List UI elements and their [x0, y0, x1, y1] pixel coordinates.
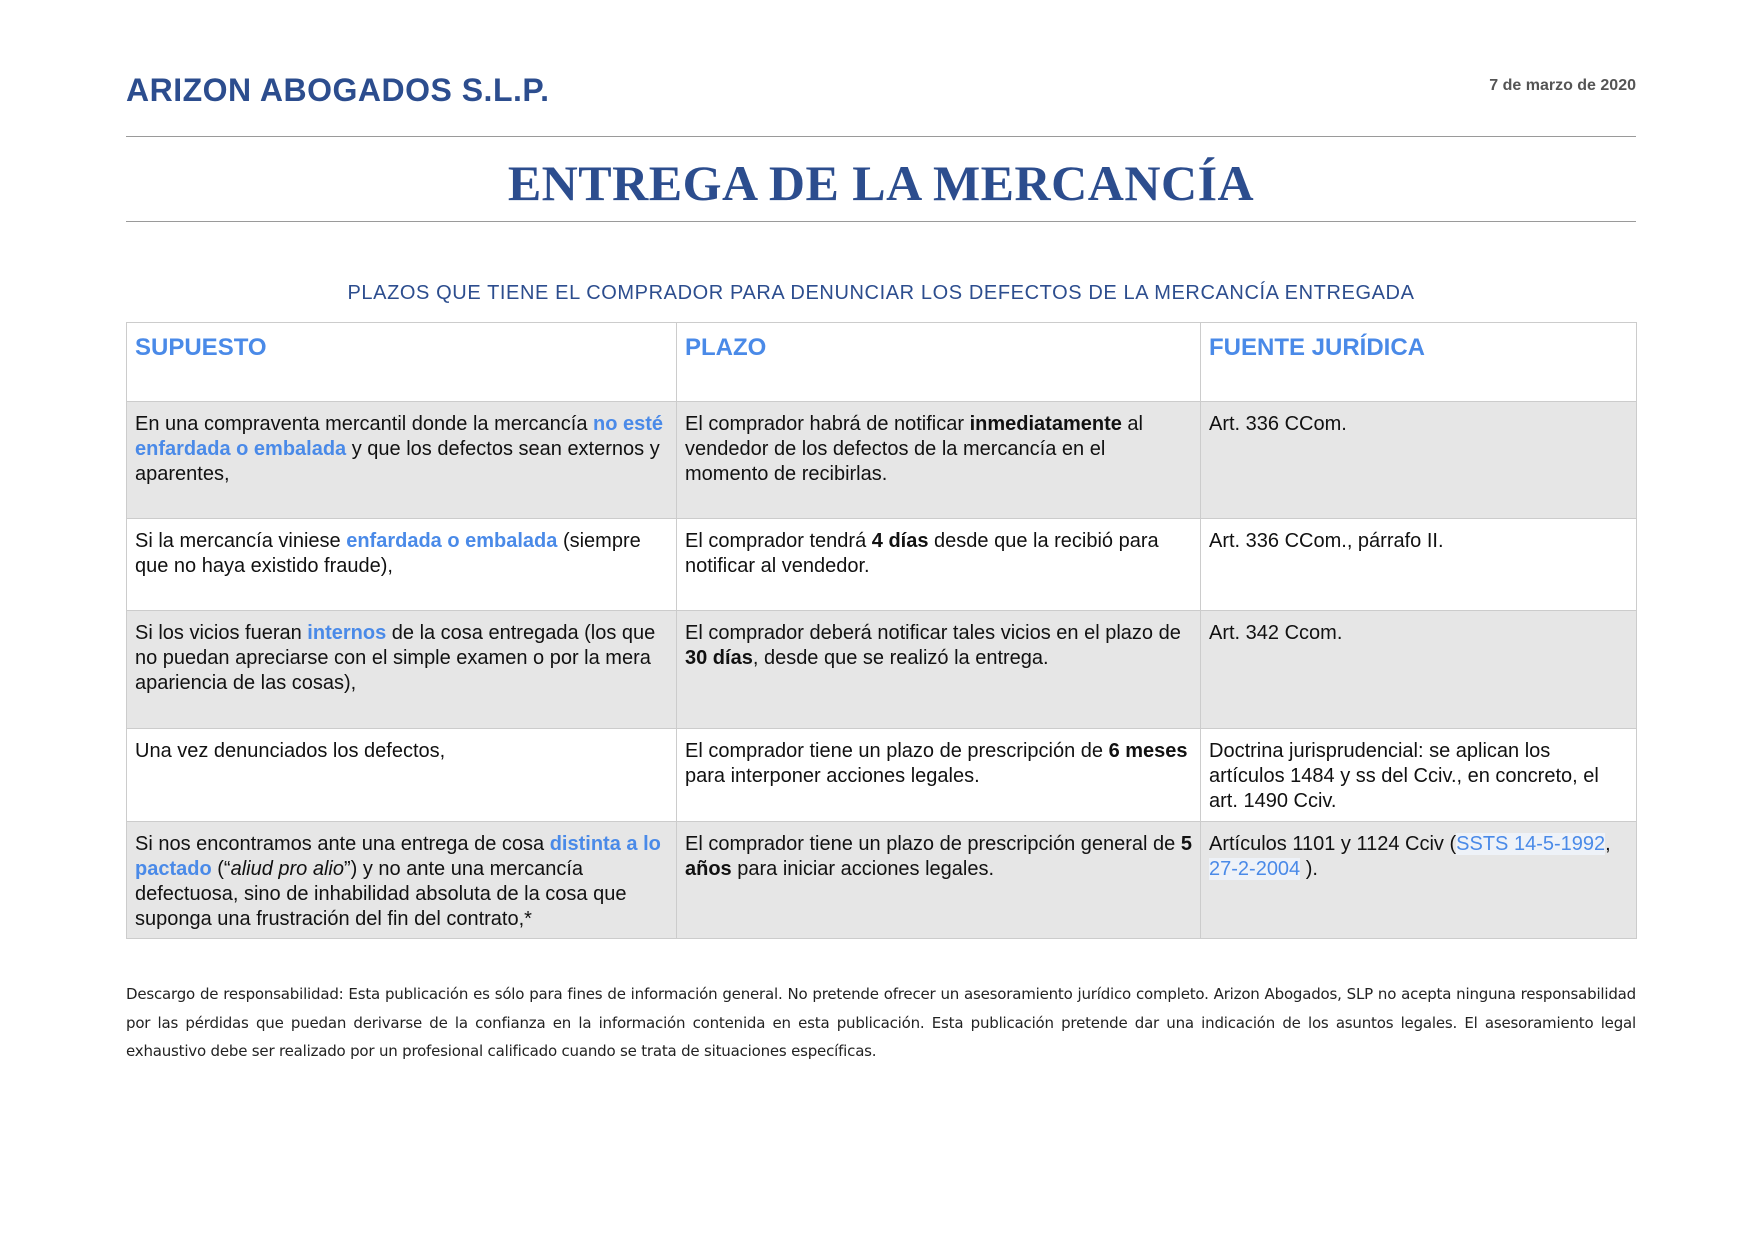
table-row [127, 611, 1637, 729]
table-row [127, 519, 1637, 611]
cell-fuente: Art. 342 Ccom. [1201, 611, 1637, 729]
cell-supuesto: Si los vicios fueran internos de la cosa entregada (los que no puedan apreciarse con el simple examen o por la mera apariencia de las cosas), [127, 611, 677, 729]
deadlines-table [126, 322, 1637, 939]
cell-fuente: Art. 336 CCom., párrafo II. [1201, 519, 1637, 611]
cell-supuesto: Si la mercancía viniese enfardada o embalada (siempre que no haya existido fraude), [127, 519, 677, 611]
table-row [127, 729, 1637, 822]
header-divider-bottom [126, 221, 1636, 222]
cell-plazo: El comprador deberá notificar tales vicios en el plazo de 30 días, desde que se realizó la entrega. [677, 611, 1201, 729]
document-title: ENTREGA DE LA MERCANCÍA [507, 155, 1255, 211]
document-date: 7 de marzo de 2020 [1489, 77, 1636, 94]
ssts-link[interactable]: SSTS 14-5-1992 [1456, 833, 1606, 855]
header-supuesto: SUPUESTO [127, 323, 677, 402]
cell-fuente: Art. 336 CCom. [1201, 402, 1637, 519]
header-fuente-juridica: FUENTE JURÍDICA [1201, 323, 1637, 402]
cell-plazo: El comprador tiene un plazo de prescripción general de 5 años para iniciar acciones legales. [677, 822, 1201, 939]
table-row [127, 402, 1637, 519]
cell-supuesto: Una vez denunciados los defectos, [127, 729, 677, 822]
table-subtitle: PLAZOS QUE TIENE EL COMPRADOR PARA DENUNCIAR LOS DEFECTOS DE LA MERCANCÍA ENTREGADA [347, 282, 1415, 304]
cell-supuesto: Si nos encontramos ante una entrega de cosa distinta a lo pactado (“aliud pro alio”) y no ante una mercancía defectuosa, sino de inhabilidad absoluta de la cosa que suponga una frustración del fin del contrato,* [127, 822, 677, 939]
table-row [127, 822, 1637, 939]
sentencia-link[interactable]: 27-2-2004 [1209, 858, 1301, 880]
cell-supuesto: En una compraventa mercantil donde la mercancía no esté enfardada o embalada y que los defectos sean externos y aparentes, [127, 402, 677, 519]
cell-plazo: El comprador tiene un plazo de prescripción de 6 meses para interponer acciones legales. [677, 729, 1201, 822]
firm-name: ARIZON ABOGADOS S.L.P. [126, 72, 550, 108]
cell-fuente: Doctrina jurisprudencial: se aplican los artículos 1484 y ss del Cciv., en concreto, el art. 1490 Cciv. [1201, 729, 1637, 822]
cell-fuente: Artículos 1101 y 1124 Cciv (SSTS 14-5-1992, 27-2-2004 ). [1201, 822, 1637, 939]
disclaimer: Descargo de responsabilidad: Esta publicación es sólo para fines de información general. No pretende ofrecer un asesoramiento jurídico completo. Arizon Abogados, SLP no acepta ninguna responsabilidad por las pérdidas que puedan derivarse de la confianza en la información contenida en esta publicación. Esta publicación pretende dar una indicación de los asuntos legales. El asesoramiento legal exhaustivo debe ser realizado por un profesional calificado cuando se trata de situaciones específicas. [126, 985, 1636, 1060]
cell-plazo: El comprador habrá de notificar inmediatamente al vendedor de los defectos de la mercancía en el momento de recibirlas. [677, 402, 1201, 519]
cell-plazo: El comprador tendrá 4 días desde que la recibió para notificar al vendedor. [677, 519, 1201, 611]
header-divider-top [126, 136, 1636, 137]
table-header-row [127, 323, 1637, 402]
header-plazo: PLAZO [677, 323, 1201, 402]
